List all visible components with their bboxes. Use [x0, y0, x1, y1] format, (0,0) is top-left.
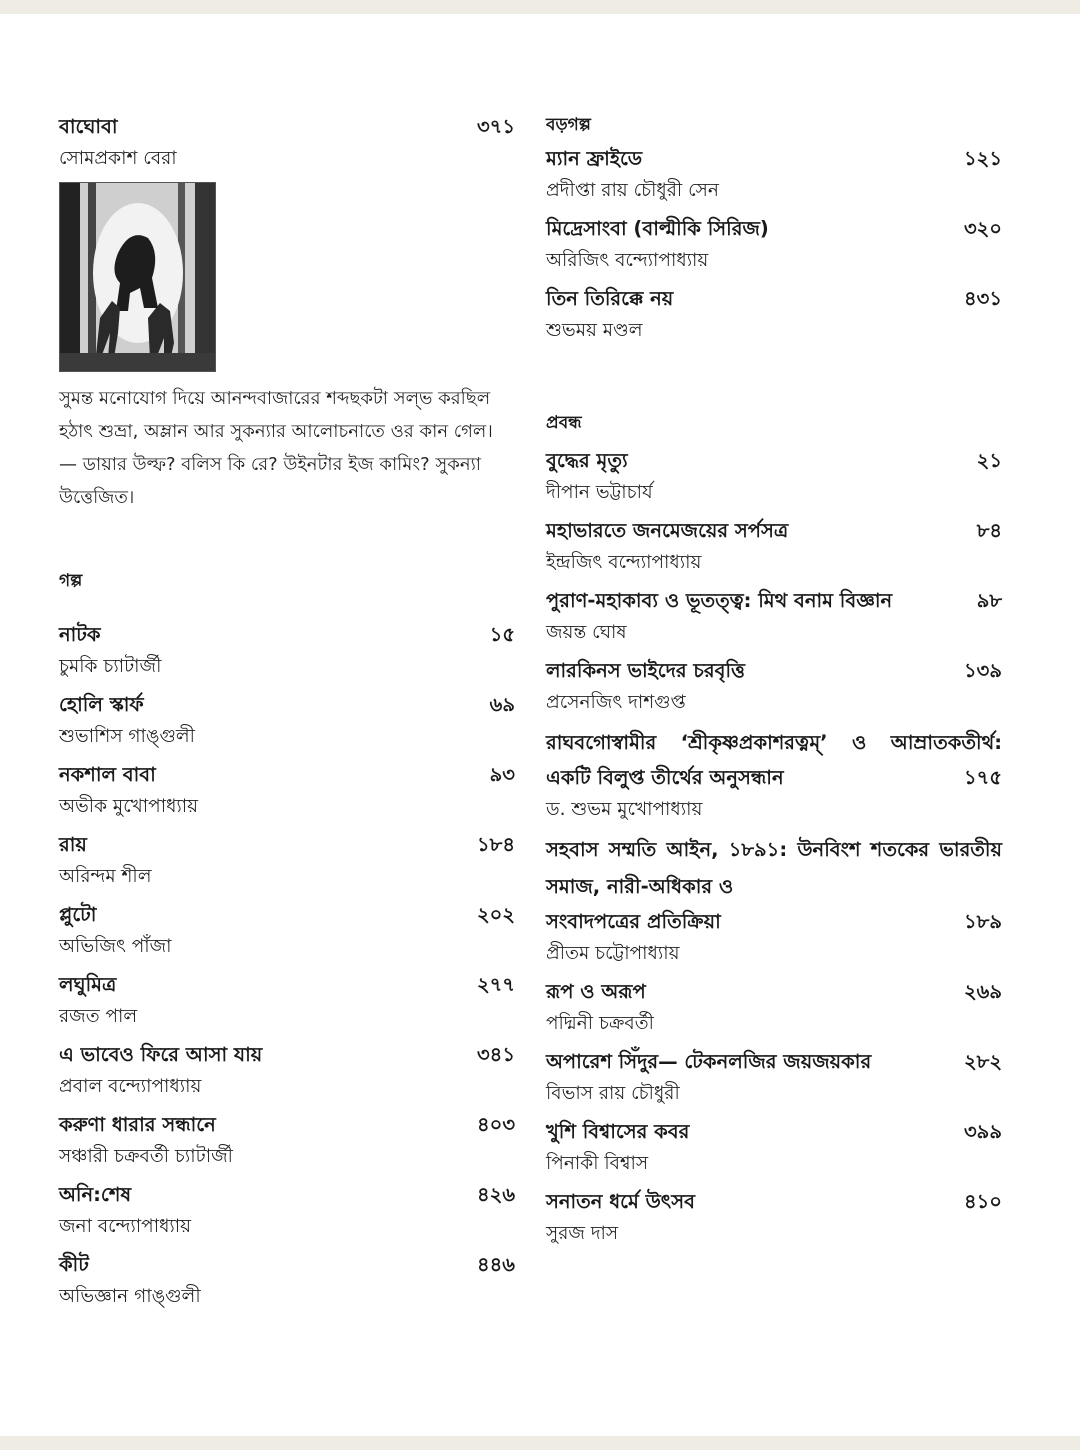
item-title: লারকিনস ভাইদের চরবৃত্তি	[546, 659, 745, 682]
featured-page: ৩৭১	[476, 115, 515, 138]
item-author: শুভাশিস গাঙ্গুলী	[59, 726, 195, 747]
item-title: খুশি বিশ্বাসের কবর	[546, 1120, 690, 1143]
section-stories: গল্প	[59, 571, 83, 591]
item-author: পিনাকী বিশ্বাস	[546, 1153, 649, 1174]
item-title: কীট	[59, 1253, 89, 1276]
list-item[interactable]	[546, 212, 1002, 276]
list-item[interactable]	[546, 444, 1002, 508]
list-item[interactable]	[546, 142, 1002, 206]
item-author: পদ্মিনী চক্রবর্তী	[546, 1013, 654, 1034]
item-page: ১৮৯	[964, 910, 1002, 933]
item-author: ড. শুভম মুখোপাধ্যায়	[546, 799, 703, 820]
featured-title: বাঘোবা	[59, 115, 118, 138]
item-author: রজত পাল	[59, 1006, 138, 1027]
list-item[interactable]	[546, 1185, 1002, 1249]
section-essays: প্রবন্ধ	[546, 413, 582, 433]
list-item[interactable]	[59, 1248, 515, 1312]
item-title: বুদ্ধের মৃত্যু	[546, 449, 628, 472]
item-author: প্রবাল বন্দ্যোপাধ্যায়	[59, 1076, 202, 1097]
item-author: প্রসেনজিৎ দাশগুপ্ত	[546, 692, 686, 713]
item-page: ৪৩১	[964, 287, 1002, 310]
list-item[interactable]	[59, 1178, 515, 1242]
featured-teaser: সুমন্ত মনোযোগ দিয়ে আনন্দবাজারের শব্দছকটা সল্ভ করছিল হঠাৎ শুভ্রা, অম্লান আর সুকন্যার আলোচনাতে ওর কান গেল। — ডায়ার উল্ফ? বলিস কি রে? উইনটার ইজ কামিং? সুকন্যা উত্তেজিত।	[59, 388, 493, 508]
list-item[interactable]	[59, 968, 515, 1032]
novellas-list	[546, 142, 1002, 346]
list-item[interactable]	[546, 975, 1002, 1039]
list-item[interactable]	[546, 514, 1002, 578]
list-item[interactable]	[546, 282, 1002, 346]
item-author: অভিজিৎ পাঁজা	[59, 936, 172, 957]
list-item[interactable]	[59, 758, 515, 822]
item-page: ২৬৯	[963, 980, 1002, 1003]
item-title-line: রাঘবগোস্বামীর ‘শ্রীকৃষ্ণপ্রকাশরত্নম্’ ও আম্রাতকতীর্থ:	[546, 731, 1002, 754]
featured-entry[interactable]	[59, 110, 515, 514]
item-page: ৪০৩	[476, 1113, 515, 1136]
item-author: অভীক মুখোপাধ্যায়	[59, 796, 199, 817]
item-author: প্রীতম চট্টোপাধ্যায়	[546, 943, 680, 964]
item-author: বিভাস রায় চৌধুরী	[546, 1083, 680, 1104]
item-page: ৬৯	[489, 693, 515, 716]
item-author: জয়ন্ত ঘোষ	[546, 622, 627, 643]
item-title-line: সংবাদপত্রের প্রতিক্রিয়া	[546, 910, 721, 933]
item-title: লঘুমিত্র	[59, 973, 117, 996]
item-title: পুরাণ-মহাকাব্য ও ভূতত্ত্ব: মিথ বনাম বিজ্ঞান	[546, 589, 893, 612]
item-page: ৪২৬	[476, 1183, 515, 1206]
item-page: ৯৩	[489, 763, 515, 786]
item-page: ৩২০	[963, 217, 1002, 240]
item-title: মহাভারতে জনমেজয়ের সর্পসত্র	[546, 519, 789, 542]
item-page: ১৭৫	[964, 766, 1002, 789]
item-title: প্লুটো	[59, 903, 97, 926]
item-title: অপারেশ সিঁদুর— টেকনলজির জয়জয়কার	[546, 1050, 872, 1073]
item-author: জনা বন্দ্যোপাধ্যায়	[59, 1216, 192, 1237]
featured-author: সোমপ্রকাশ বেরা	[59, 148, 177, 169]
item-title: হোলি স্কার্ফ	[59, 693, 144, 716]
item-title: তিন তিরিক্কে নয়	[546, 287, 674, 310]
item-title: অনি:শেষ	[59, 1183, 132, 1206]
list-item[interactable]	[59, 618, 515, 682]
item-title: করুণা ধারার সন্ধানে	[59, 1113, 216, 1136]
item-title-line: সহবাস সম্মতি আইন, ১৮৯১: উনবিংশ শতকের ভারতীয়	[546, 838, 1002, 861]
item-title: এ ভাবেও ফিরে আসা যায়	[59, 1043, 263, 1066]
list-item[interactable]	[546, 1115, 1002, 1179]
item-title: নাটক	[59, 623, 101, 646]
item-author: সঞ্চারী চক্রবর্তী চ্যাটার্জী	[59, 1146, 233, 1167]
item-page: ১২১	[964, 147, 1002, 170]
item-author: অরিজিৎ বন্দ্যোপাধ্যায়	[546, 250, 709, 271]
item-page: ২৭৭	[476, 973, 515, 996]
list-item[interactable]	[546, 1045, 1002, 1109]
left-column	[59, 110, 515, 1318]
list-item[interactable]	[59, 1108, 515, 1172]
list-item[interactable]	[546, 724, 1002, 825]
item-author: দীপান ভট্টাচার্য	[546, 482, 653, 503]
item-author: ইন্দ্রজিৎ বন্দ্যোপাধ্যায়	[546, 552, 702, 573]
essays-list	[546, 444, 1002, 1249]
item-page: ৩৪১	[477, 1043, 515, 1066]
item-title: মিদ্রেসাংবা (বাল্মীকি সিরিজ)	[546, 217, 769, 240]
item-author: শুভময় মণ্ডল	[546, 320, 643, 341]
item-title: সনাতন ধর্মে উৎসব	[546, 1190, 695, 1213]
item-title: ম্যান ফ্রাইডে	[546, 147, 643, 170]
item-title: রায়	[59, 833, 87, 856]
list-item[interactable]	[59, 898, 515, 962]
item-author: প্রদীপ্তা রায় চৌধুরী সেন	[546, 180, 719, 201]
item-page: ১৫	[489, 623, 515, 646]
item-page: ২৮২	[963, 1050, 1002, 1073]
item-page: ১৮৪	[477, 833, 515, 856]
item-title: নকশাল বাবা	[59, 763, 156, 786]
list-item[interactable]	[59, 688, 515, 752]
item-title-line: সমাজ, নারী-অধিকার ও	[546, 875, 734, 898]
list-item[interactable]	[546, 654, 1002, 718]
item-page: ৮৪	[976, 519, 1002, 542]
forest-deer-illustration-icon	[59, 182, 216, 372]
item-page: ১৩৯	[964, 659, 1002, 682]
right-column	[546, 110, 1002, 1255]
item-page: ৪৪৬	[477, 1253, 515, 1276]
item-page: ৩৯৯	[964, 1120, 1002, 1143]
item-author: অরিন্দম শীল	[59, 866, 152, 887]
item-title-line: একটি বিলুপ্ত তীর্থের অনুসন্ধান	[546, 766, 784, 789]
list-item[interactable]	[59, 828, 515, 892]
item-page: ২১	[976, 449, 1002, 472]
list-item[interactable]	[546, 584, 1002, 648]
section-novellas: বড়গল্প	[546, 115, 591, 135]
list-item[interactable]	[59, 1038, 515, 1102]
contents-page	[0, 14, 1080, 1436]
item-page: ৯৮	[976, 589, 1002, 612]
item-author: চুমকি চ্যাটার্জী	[59, 656, 162, 677]
item-title: রূপ ও অরূপ	[546, 980, 646, 1003]
item-author: সুরজ দাস	[546, 1223, 619, 1244]
item-page: ৪১০	[964, 1190, 1002, 1213]
item-author: অভিজ্ঞান গাঙ্গুলী	[59, 1286, 201, 1307]
stories-list	[59, 618, 515, 1312]
list-item[interactable]	[546, 831, 1002, 969]
item-page: ২০২	[476, 903, 515, 926]
